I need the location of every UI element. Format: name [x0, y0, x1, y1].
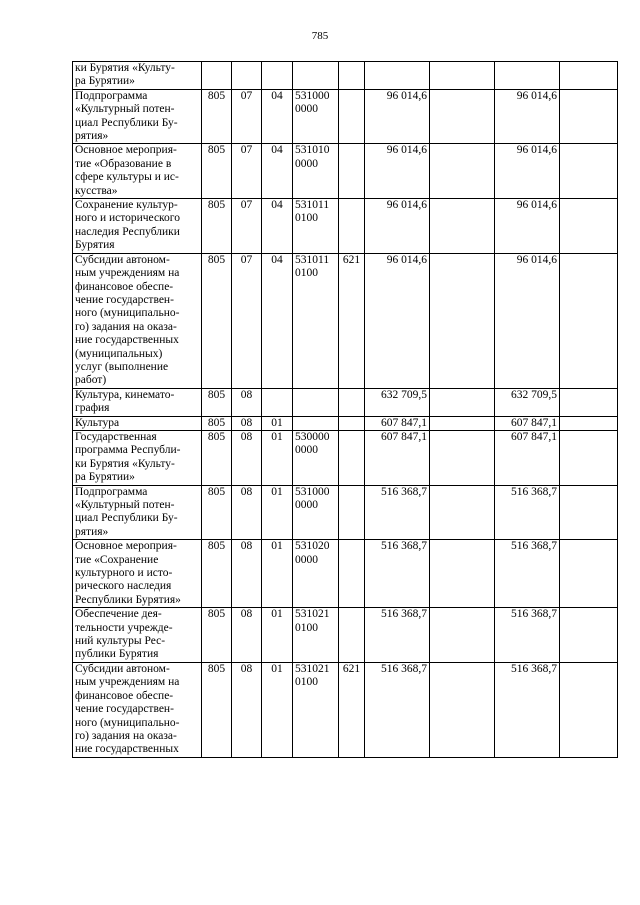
table-row [73, 540, 618, 608]
cell-vr [339, 62, 365, 90]
cell-name-line: финансовое обеспе- [75, 280, 174, 293]
cell-csr-line: 0000 [295, 444, 318, 457]
cell-vr [339, 144, 365, 199]
cell-name-line: ний культуры Рес- [75, 635, 166, 648]
cell-name [73, 485, 202, 540]
cell-name [73, 62, 202, 90]
cell-sum-3: 96 014,6 [495, 144, 560, 199]
cell-sum-4 [560, 62, 618, 90]
cell-csr-line: 0000 [295, 499, 318, 511]
table-row [73, 253, 618, 388]
cell-csr [293, 199, 339, 254]
cell-ved: 805 [202, 485, 232, 540]
cell-name-line: ного (муниципально- [75, 716, 180, 729]
cell-pr: 04 [262, 144, 293, 199]
cell-name-line: ки Бурятия «Культу- [75, 62, 175, 74]
cell-name-line: рического наследия [75, 580, 172, 593]
cell-name-line: ным учреждениям на [75, 267, 180, 280]
cell-name [73, 144, 202, 199]
table-row [73, 388, 618, 416]
cell-sum-1: 96 014,6 [365, 253, 430, 388]
cell-name [73, 199, 202, 254]
cell-name [73, 388, 202, 416]
cell-vr [339, 540, 365, 608]
page-number: 785 [311, 30, 329, 42]
cell-ved: 805 [202, 608, 232, 663]
cell-csr [293, 540, 339, 608]
cell-ved: 805 [202, 662, 232, 757]
cell-sum-3: 96 014,6 [495, 89, 560, 144]
cell-name-line: тие «Сохранение [75, 553, 159, 566]
cell-name-line: ра Бурятии» [75, 75, 135, 88]
cell-name-line: тельности учрежде- [75, 621, 173, 634]
cell-name [73, 662, 202, 757]
cell-pr: 01 [262, 430, 293, 485]
cell-name-line: Подпрограмма [75, 485, 148, 498]
table-row [73, 662, 618, 757]
cell-name-line: графия [75, 402, 110, 415]
cell-rz: 08 [232, 416, 262, 430]
cell-sum-4 [560, 388, 618, 416]
cell-sum-3: 632 709,5 [495, 388, 560, 416]
cell-name-line: тие «Образование в [75, 157, 172, 170]
cell-name-line: рятия» [75, 130, 109, 143]
cell-csr-line: 531020 [295, 540, 330, 553]
cell-sum-1: 96 014,6 [365, 144, 430, 199]
cell-sum-2 [430, 662, 495, 757]
cell-csr [293, 608, 339, 663]
cell-sum-1 [365, 62, 430, 90]
cell-pr: 04 [262, 253, 293, 388]
cell-rz: 08 [232, 608, 262, 663]
cell-name-line: Подпрограмма [75, 89, 148, 102]
cell-name-line: Субсидии автоном- [75, 662, 170, 675]
cell-sum-3: 607 847,1 [495, 430, 560, 485]
cell-name-line: Государственная [75, 430, 157, 443]
cell-sum-1: 96 014,6 [365, 199, 430, 254]
cell-csr [293, 416, 339, 430]
cell-vr [339, 89, 365, 144]
cell-sum-4 [560, 485, 618, 540]
cell-sum-3: 516 368,7 [495, 662, 560, 757]
cell-csr-line: 0100 [295, 621, 318, 634]
cell-sum-1: 96 014,6 [365, 89, 430, 144]
cell-pr: 04 [262, 199, 293, 254]
cell-name-line: чение государствен- [75, 293, 174, 306]
cell-sum-3 [495, 62, 560, 90]
cell-sum-2 [430, 485, 495, 540]
cell-rz [232, 62, 262, 90]
cell-sum-3: 516 368,7 [495, 540, 560, 608]
cell-sum-2 [430, 144, 495, 199]
cell-sum-2 [430, 62, 495, 90]
cell-name [73, 416, 202, 430]
cell-csr-line: 531011 [295, 199, 330, 212]
cell-csr [293, 253, 339, 388]
cell-csr-line: 531000 [295, 485, 330, 498]
table-row [73, 608, 618, 663]
cell-csr-line: 531021 [295, 662, 330, 675]
cell-vr [339, 430, 365, 485]
cell-ved: 805 [202, 253, 232, 388]
cell-name-line: (муниципальных) [75, 347, 163, 360]
cell-pr: 01 [262, 540, 293, 608]
cell-vr: 621 [339, 253, 365, 388]
cell-ved: 805 [202, 416, 232, 430]
cell-name-line: Бурятия [75, 239, 115, 252]
cell-sum-3: 516 368,7 [495, 608, 560, 663]
cell-pr [262, 388, 293, 416]
cell-csr-line: 531021 [295, 608, 330, 621]
cell-name-line: ного (муниципально- [75, 307, 180, 320]
table-row [73, 199, 618, 254]
table-row [73, 485, 618, 540]
cell-sum-2 [430, 416, 495, 430]
cell-sum-4 [560, 430, 618, 485]
cell-name-line: ние государственных [75, 334, 179, 347]
cell-name-line: Основное мероприя- [75, 540, 177, 553]
cell-csr [293, 62, 339, 90]
cell-csr-line: 0000 [295, 103, 318, 116]
cell-name-line: Субсидии автоном- [75, 253, 170, 266]
cell-rz: 08 [232, 430, 262, 485]
cell-name-line: сфере культуры и ис- [75, 171, 179, 184]
cell-pr: 01 [262, 416, 293, 430]
cell-name [73, 540, 202, 608]
cell-ved: 805 [202, 89, 232, 144]
cell-name [73, 89, 202, 144]
cell-name-line: «Культурный потен- [75, 499, 175, 511]
table-row [73, 430, 618, 485]
cell-sum-3: 96 014,6 [495, 199, 560, 254]
cell-sum-4 [560, 253, 618, 388]
cell-name [73, 253, 202, 388]
cell-name-line: работ) [75, 374, 107, 387]
cell-ved: 805 [202, 388, 232, 416]
cell-sum-4 [560, 540, 618, 608]
cell-csr [293, 144, 339, 199]
cell-name-line: услуг (выполнение [75, 360, 169, 373]
cell-csr [293, 89, 339, 144]
cell-sum-2 [430, 253, 495, 388]
cell-name-line: чение государствен- [75, 703, 174, 716]
cell-name [73, 430, 202, 485]
cell-rz: 07 [232, 89, 262, 144]
cell-sum-2 [430, 388, 495, 416]
cell-name-line: финансовое обеспе- [75, 689, 174, 702]
budget-table [72, 61, 618, 758]
cell-sum-3: 607 847,1 [495, 416, 560, 430]
cell-csr-line: 530000 [295, 430, 330, 443]
cell-csr [293, 388, 339, 416]
cell-name-line: го) задания на оказа- [75, 320, 177, 333]
cell-csr [293, 430, 339, 485]
cell-csr-line: 0000 [295, 157, 318, 170]
cell-name-line: Основное мероприя- [75, 144, 177, 157]
cell-rz: 08 [232, 662, 262, 757]
cell-csr-line: 531010 [295, 144, 330, 157]
cell-ved: 805 [202, 540, 232, 608]
cell-sum-4 [560, 199, 618, 254]
table-row [73, 62, 618, 90]
cell-sum-2 [430, 89, 495, 144]
cell-name-line: Обеспечение дея- [75, 608, 162, 621]
table-body [73, 62, 618, 758]
cell-name-line: Республики Бурятия» [75, 593, 181, 606]
cell-rz: 08 [232, 540, 262, 608]
cell-csr [293, 662, 339, 757]
cell-name-line: рятия» [75, 525, 109, 538]
cell-csr-line: 0000 [295, 553, 318, 566]
cell-sum-1: 607 847,1 [365, 430, 430, 485]
cell-pr: 01 [262, 608, 293, 663]
cell-name-line: ки Бурятия «Культу- [75, 457, 175, 470]
cell-vr [339, 416, 365, 430]
cell-vr [339, 388, 365, 416]
cell-sum-1: 516 368,7 [365, 608, 430, 663]
cell-rz: 08 [232, 388, 262, 416]
cell-name-line: ние государственных [75, 743, 179, 756]
cell-rz: 07 [232, 253, 262, 388]
cell-sum-4 [560, 144, 618, 199]
cell-sum-1: 516 368,7 [365, 485, 430, 540]
cell-vr [339, 608, 365, 663]
cell-name-line: циал Республики Бу- [75, 116, 178, 129]
cell-name-line: Сохранение культур- [75, 199, 178, 212]
cell-name-line: программа Республи- [75, 444, 181, 457]
cell-vr [339, 485, 365, 540]
cell-sum-1: 516 368,7 [365, 662, 430, 757]
cell-ved: 805 [202, 144, 232, 199]
cell-name-line: кусства» [75, 184, 118, 197]
cell-sum-4 [560, 662, 618, 757]
cell-sum-1: 516 368,7 [365, 540, 430, 608]
cell-pr: 01 [262, 485, 293, 540]
cell-rz: 07 [232, 144, 262, 199]
cell-pr [262, 62, 293, 90]
cell-name-line: «Культурный потен- [75, 103, 175, 116]
table-row [73, 89, 618, 144]
table-row [73, 416, 618, 430]
cell-rz: 08 [232, 485, 262, 540]
cell-sum-4 [560, 416, 618, 430]
cell-name-line: публики Бурятия [75, 648, 159, 661]
cell-vr [339, 199, 365, 254]
cell-name-line: ра Бурятии» [75, 471, 135, 484]
cell-sum-3: 96 014,6 [495, 253, 560, 388]
cell-ved [202, 62, 232, 90]
cell-pr: 04 [262, 89, 293, 144]
cell-name-line: ным учреждениям на [75, 676, 180, 689]
cell-csr [293, 485, 339, 540]
cell-name [73, 608, 202, 663]
cell-sum-2 [430, 430, 495, 485]
cell-ved: 805 [202, 430, 232, 485]
cell-name-line: ного и исторического [75, 212, 180, 225]
cell-sum-4 [560, 608, 618, 663]
cell-csr-line: 531000 [295, 89, 330, 102]
cell-name-line: культурного и исто- [75, 567, 173, 580]
cell-name-line: циал Республики Бу- [75, 512, 178, 525]
cell-pr: 01 [262, 662, 293, 757]
cell-sum-2 [430, 608, 495, 663]
cell-sum-4 [560, 89, 618, 144]
cell-name-line: Культура [75, 416, 120, 429]
cell-csr-line: 531011 [295, 253, 330, 266]
cell-name-line: наследия Республики [75, 225, 180, 238]
cell-vr: 621 [339, 662, 365, 757]
cell-csr-line: 0100 [295, 212, 318, 225]
cell-ved: 805 [202, 199, 232, 254]
cell-csr-line: 0100 [295, 676, 318, 689]
table-row [73, 144, 618, 199]
cell-name-line: го) задания на оказа- [75, 729, 177, 742]
cell-sum-2 [430, 199, 495, 254]
cell-name-line: Культура, кинемато- [75, 388, 175, 401]
cell-sum-1: 607 847,1 [365, 416, 430, 430]
cell-sum-3: 516 368,7 [495, 485, 560, 540]
cell-rz: 07 [232, 199, 262, 254]
cell-csr-line: 0100 [295, 267, 318, 280]
cell-sum-2 [430, 540, 495, 608]
cell-sum-1: 632 709,5 [365, 388, 430, 416]
